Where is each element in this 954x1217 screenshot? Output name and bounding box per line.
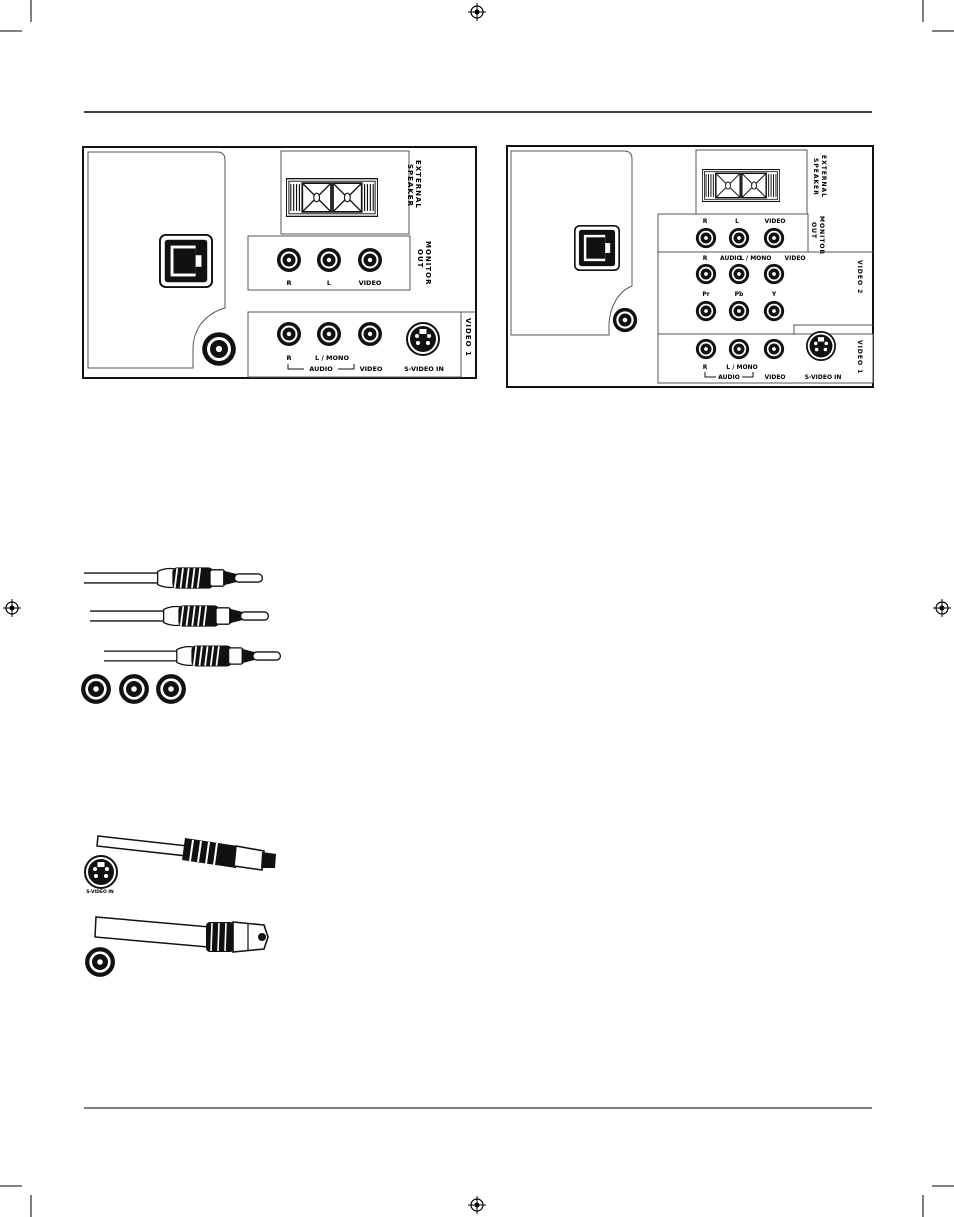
- video1-lmono-jack-icon: [317, 322, 341, 346]
- back-panel-right: [507, 146, 873, 387]
- rca-jack-icon: [156, 674, 186, 704]
- audio-label: AUDIO: [309, 365, 333, 373]
- back-panel-left: [83, 147, 476, 378]
- rca-plug-icon: [84, 567, 262, 588]
- v2-lmono-label: L / MONO: [740, 255, 772, 262]
- svideo-jack-icon-cable: [85, 856, 117, 888]
- y-jack-icon: [764, 301, 784, 321]
- video1-lmono-label: L / MONO: [314, 354, 350, 362]
- monitor-out-r-label: R: [286, 279, 292, 287]
- monitor-out-video-label: VIDEO: [358, 279, 382, 287]
- svideo-cable-illustration: [85, 836, 276, 895]
- mo-r-jack-icon: [696, 228, 716, 248]
- video1-label: VIDEO 1: [464, 318, 472, 357]
- v2-video-jack-icon: [764, 264, 784, 284]
- v1-r-label: R: [702, 364, 708, 371]
- pb-label: Pb: [734, 291, 744, 298]
- rca-jack-icon: [119, 674, 149, 704]
- monitor-out-r-jack-icon: [277, 248, 301, 272]
- v2-audio-label: AUDIO: [720, 255, 742, 262]
- rj-jack-icon-right: [575, 226, 619, 270]
- video1-r-jack-icon: [277, 322, 301, 346]
- rca-plug-icon: [104, 645, 280, 666]
- coax-cable-illustration: [85, 917, 268, 977]
- external-speaker-label-right-2: SPEAKER: [812, 158, 819, 196]
- monitor-out-label-right-2: OUT: [810, 222, 817, 240]
- rj-jack-icon: [160, 235, 212, 287]
- external-speaker-terminal-icon: [286, 178, 378, 216]
- video2-label: VIDEO 2: [856, 260, 863, 295]
- video1-video-jack-icon: [358, 322, 382, 346]
- v1-lmono-jack-icon: [729, 339, 749, 359]
- mo-video-jack-icon: [764, 228, 784, 248]
- svideo-jack-icon-right: [807, 332, 835, 360]
- monitor-out-video-jack-icon: [358, 248, 382, 272]
- monitor-out-l-label: L: [326, 279, 332, 287]
- pb-jack-icon: [729, 301, 749, 321]
- external-speaker-label-right-1: EXTERNAL: [820, 155, 827, 199]
- v1-video-label: VIDEO: [764, 374, 786, 381]
- registration-mark-right: [933, 599, 951, 617]
- v2-video-label: VIDEO: [784, 255, 806, 262]
- v2-lmono-jack-icon: [729, 264, 749, 284]
- monitor-out-label-2: OUT: [416, 249, 424, 269]
- registration-mark-left: [3, 599, 21, 617]
- svideo-in-label-right: S-VIDEO IN: [804, 374, 842, 381]
- external-speaker-terminal-icon-right: [702, 169, 780, 202]
- v1-lmono-label: L / MONO: [726, 364, 758, 371]
- v2-r-label: R: [702, 255, 708, 262]
- registration-mark-top: [468, 3, 486, 21]
- mo-l-jack-icon: [729, 228, 749, 248]
- v1-r-jack-icon: [696, 339, 716, 359]
- external-speaker-label-1: EXTERNAL: [414, 160, 422, 209]
- rca-cables-illustration: [81, 567, 280, 704]
- rca-jack-icon: [81, 674, 111, 704]
- monitor-out-l-jack-icon: [317, 248, 341, 272]
- video1-r-label: R: [286, 354, 292, 362]
- svideo-jack-icon: [407, 323, 439, 355]
- video1-label-right: VIDEO 1: [856, 340, 863, 375]
- svideo-cable-label: S-VIDEO IN: [86, 890, 114, 895]
- mo-l-label: L: [735, 218, 739, 225]
- rca-plug-icon: [90, 605, 268, 626]
- pr-jack-icon: [696, 301, 716, 321]
- monitor-out-label-right-1: MONITOR: [818, 216, 825, 256]
- antenna-jack-icon: [202, 332, 236, 366]
- v1-video-jack-icon: [764, 339, 784, 359]
- video1-video-label: VIDEO: [359, 365, 383, 373]
- audio-label-right: AUDIO: [718, 374, 740, 381]
- registration-mark-bottom: [468, 1196, 486, 1214]
- coax-jack-icon: [85, 947, 115, 977]
- mo-r-label: R: [702, 218, 708, 225]
- mo-video-label: VIDEO: [764, 218, 786, 225]
- antenna-jack-icon-right: [613, 308, 637, 332]
- external-speaker-label-2: SPEAKER: [406, 164, 414, 207]
- monitor-out-label-1: MONITOR: [424, 241, 432, 286]
- y-label: Y: [771, 291, 777, 298]
- svideo-in-label: S-VIDEO IN: [404, 365, 444, 373]
- v2-r-jack-icon: [696, 264, 716, 284]
- pr-label: Pr: [702, 291, 710, 298]
